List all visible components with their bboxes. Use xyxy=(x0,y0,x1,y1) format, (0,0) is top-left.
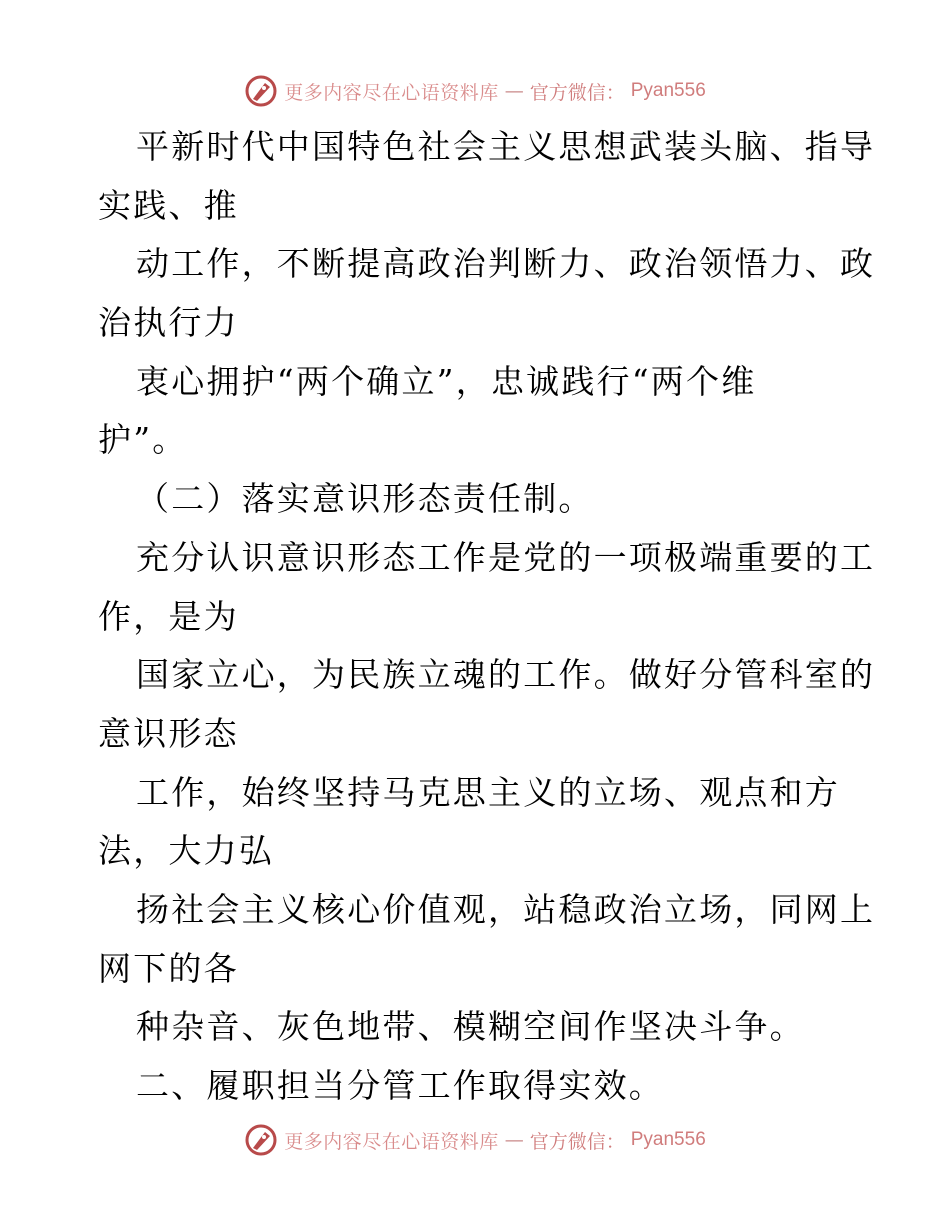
watermark-separator: — xyxy=(504,1129,524,1151)
section-heading: （二）落实意识形态责任制。 xyxy=(136,479,594,519)
text-line: 充分认识意识形态工作是党的一项极端重要的工 xyxy=(136,537,876,577)
text-line: 工作，始终坚持马克思主义的立场、观点和方 xyxy=(136,772,840,812)
text-line: 衷心拥护“两个确立”，忠诚践行“两个维 xyxy=(136,361,757,401)
watermark-wechat-label: 官方微信： xyxy=(529,1130,625,1153)
pen-nib-circle-icon xyxy=(244,1123,278,1157)
text-line: 动工作，不断提高政治判断力、政治领悟力、政 xyxy=(136,244,876,284)
text-line: 扬社会主义核心价值观，站稳政治立场，同网上 xyxy=(136,889,876,929)
text-line: 国家立心，为民族立魂的工作。做好分管科室的 xyxy=(136,655,876,695)
section-heading: 二、履职担当分管工作取得实效。 xyxy=(136,1066,664,1105)
text-line: 作，是为 xyxy=(98,596,239,636)
document-body xyxy=(98,118,876,1116)
text-line: 法，大力弘 xyxy=(98,831,274,871)
text-line: 意识形态 xyxy=(98,713,239,753)
watermark-main-text: 更多内容尽在心语资料库 xyxy=(284,81,499,104)
text-line: 实践、推 xyxy=(98,185,239,225)
watermark-main-text: 更多内容尽在心语资料库 xyxy=(284,1130,499,1153)
text-line: 治执行力 xyxy=(98,303,239,343)
pen-nib-circle-icon xyxy=(244,74,278,108)
header-watermark xyxy=(0,71,950,111)
text-line: 平新时代中国特色社会主义思想武装头脑、指导 xyxy=(136,127,876,166)
watermark-wechat-id: Pyan556 xyxy=(630,1129,706,1150)
watermark-separator: — xyxy=(504,80,524,102)
footer-watermark xyxy=(0,1120,950,1160)
text-line: 护”。 xyxy=(98,420,188,460)
text-line: 网下的各 xyxy=(98,948,239,988)
watermark-wechat-id: Pyan556 xyxy=(630,80,706,101)
text-line: 种杂音、灰色地带、模糊空间作坚决斗争。 xyxy=(136,1007,805,1047)
watermark-wechat-label: 官方微信： xyxy=(529,81,625,104)
